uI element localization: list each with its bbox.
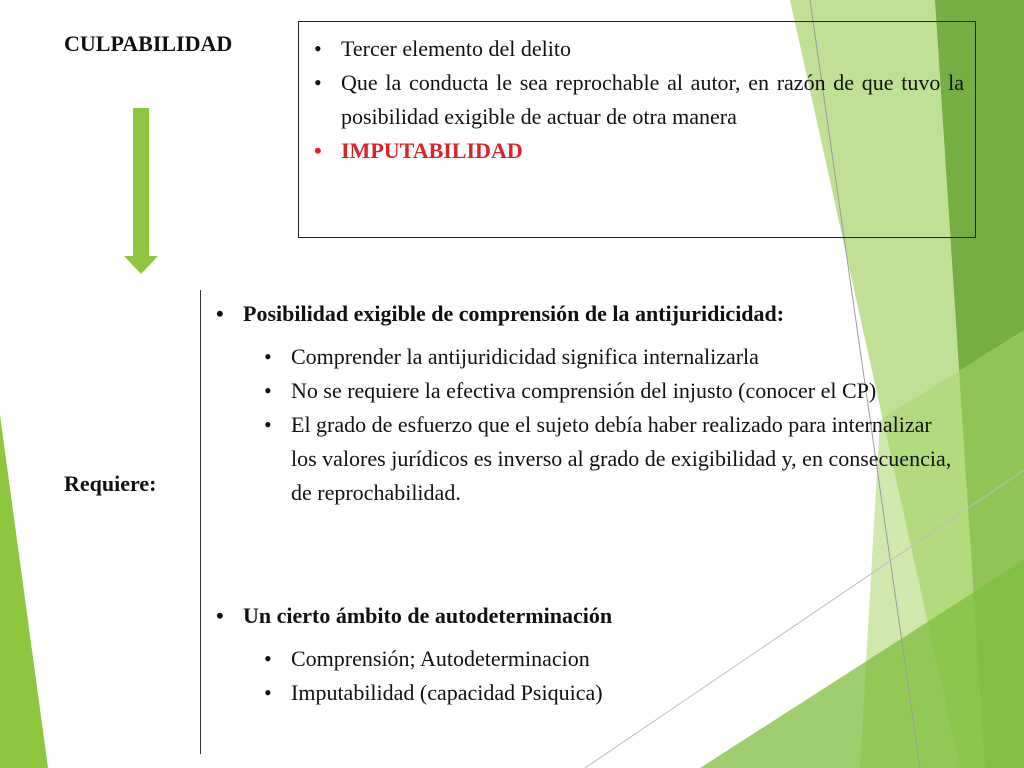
requirement-point: • Comprender la antijuridicidad significa internalizarla (260, 340, 952, 374)
definition-item: • Tercer elemento del delito (310, 32, 964, 66)
requirement-title: • Un cierto ámbito de autodeterminación (212, 600, 952, 632)
left-green-band (0, 415, 48, 768)
requirement-block (212, 298, 952, 510)
definition-list (310, 32, 964, 168)
requirement-point: • Comprensión; Autodeterminacion (260, 642, 952, 676)
requirement-point: • No se requiere la efectiva comprensión del injusto (conocer el CP) (260, 374, 952, 408)
requirement-points (260, 340, 952, 510)
definition-item: • Que la conducta le sea reprochable al autor, en razón de que tuvo la posibilidad exigible de actuar de otra manera (310, 66, 964, 134)
requirement-title: • Posibilidad exigible de comprensión de la antijuridicidad: (212, 298, 952, 330)
slide-heading: CULPABILIDAD (64, 31, 233, 56)
down-arrow-icon (124, 108, 158, 274)
definition-item-highlight: • IMPUTABILIDAD (310, 134, 964, 168)
requires-label: Requiere: (64, 471, 157, 496)
requirement-point: • El grado de esfuerzo que el sujeto debía haber realizado para internalizar los valores jurídicos es inverso al grado de exigibilidad y, en consecuencia, de reprochabilidad. (260, 408, 952, 510)
requirement-points (260, 642, 952, 710)
requirement-point: • Imputabilidad (capacidad Psiquica) (260, 676, 952, 710)
bracket-divider (200, 290, 201, 754)
requirement-block (212, 600, 952, 710)
definition-box (298, 21, 976, 238)
